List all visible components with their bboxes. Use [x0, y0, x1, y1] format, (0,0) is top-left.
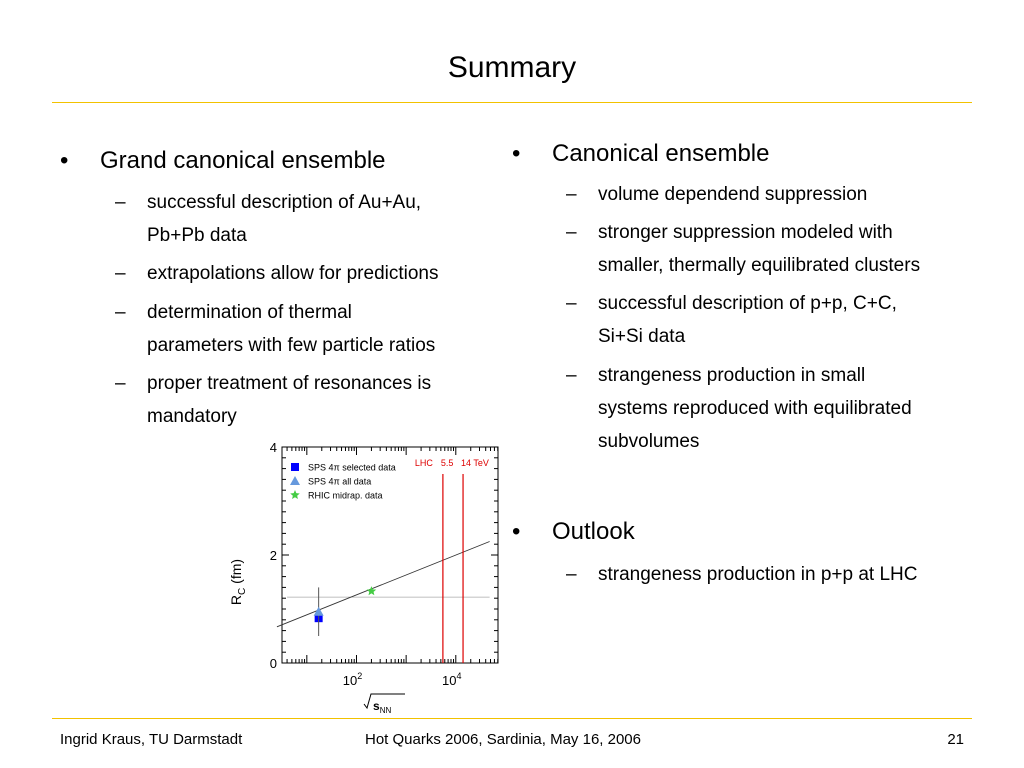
dash-marker: – [115, 302, 126, 323]
radius-vs-energy-chart [225, 435, 505, 720]
sub-item-line: stronger suppression modeled with [598, 222, 893, 243]
sub-item-line: proper treatment of resonances is [147, 373, 432, 394]
sub-item-line: parameters with few particle ratios [147, 335, 436, 356]
sub-item-line: smaller, thermally equilibrated clusters [598, 255, 921, 276]
footer-page-number: 21 [947, 731, 964, 748]
x-axis-label-s: s [373, 699, 380, 713]
x-axis-label-subscript: NN [379, 706, 392, 715]
legend-label: SPS 4π selected data [308, 462, 396, 473]
y-axis-label-unit: (fm) [228, 558, 244, 588]
title-divider [52, 102, 972, 103]
y-axis-label [228, 559, 248, 605]
sub-item-line: subvolumes [598, 431, 700, 452]
footer-event: Hot Quarks 2006, Sardinia, May 16, 2006 [365, 731, 641, 748]
x-tick-exponent: 4 [456, 671, 462, 681]
bullet-marker: • [512, 518, 521, 545]
dash-marker: – [115, 263, 126, 284]
sub-item-line: mandatory [147, 406, 237, 427]
dash-marker: – [566, 222, 577, 243]
bullet-marker: • [60, 147, 69, 174]
x-tick-base: 10 [442, 673, 457, 688]
heading-grand-canonical: Grand canonical ensemble [100, 147, 386, 174]
heading-canonical: Canonical ensemble [552, 140, 770, 167]
legend-label: SPS 4π all data [308, 476, 372, 487]
dash-marker: – [566, 293, 577, 314]
dash-marker: – [566, 365, 577, 386]
x-tick-base: 10 [342, 673, 358, 688]
x-tick-label [442, 671, 461, 688]
legend-marker-square [291, 463, 299, 471]
x-tick-label [343, 671, 362, 688]
y-tick-label: 0 [269, 656, 277, 671]
lhc-energy-label: 14 TeV [461, 457, 489, 468]
sub-item-line: Pb+Pb data [147, 225, 247, 246]
sub-item-line: systems reproduced with equilibrated [598, 398, 912, 419]
legend-label: RHIC midrap. data [308, 490, 383, 501]
bullet-marker: • [512, 140, 521, 167]
sub-item-line: strangeness production in p+p at LHC [598, 564, 918, 585]
slide-title: Summary [447, 51, 577, 84]
sub-item-line: determination of thermal [147, 302, 352, 323]
sub-item-line: extrapolations allow for predictions [147, 263, 439, 284]
lhc-label: LHC [414, 457, 433, 468]
sub-item-line: volume dependend suppression [598, 184, 868, 205]
sub-item-line: successful description of Au+Au, [147, 192, 422, 213]
dash-marker: – [115, 373, 126, 394]
sub-item-line: Si+Si data [598, 326, 686, 347]
sub-item-line: successful description of p+p, C+C, [598, 293, 897, 314]
sub-item-line: strangeness production in small [598, 365, 866, 386]
y-axis-label-subscript: C [237, 587, 248, 595]
y-tick-label: 4 [269, 440, 277, 455]
dash-marker: – [115, 192, 126, 213]
y-axis-label-main: R [228, 594, 244, 606]
legend-marker-triangle [290, 476, 300, 485]
dash-marker: – [566, 184, 577, 205]
fit-line [277, 542, 490, 627]
footer-author: Ingrid Kraus, TU Darmstadt [60, 731, 243, 748]
x-tick-exponent: 2 [357, 671, 363, 681]
x-axis-label [373, 699, 391, 715]
lhc-energy-label: 5.5 [440, 457, 454, 468]
y-tick-label: 2 [269, 548, 277, 563]
footer-divider [52, 718, 972, 719]
legend-marker-star [290, 490, 300, 499]
dash-marker: – [566, 564, 577, 585]
heading-outlook: Outlook [552, 518, 635, 545]
